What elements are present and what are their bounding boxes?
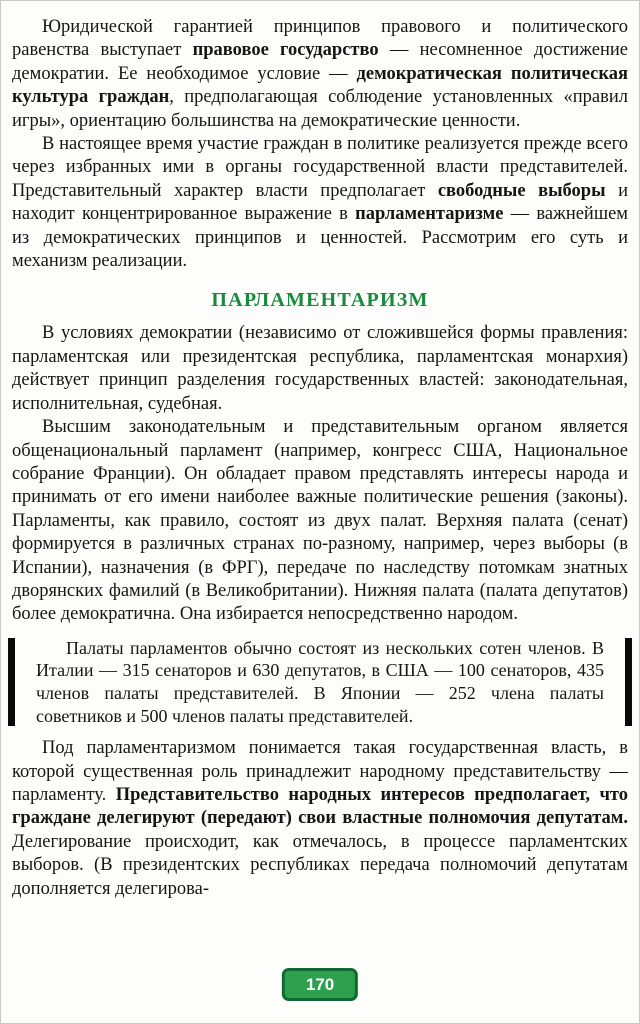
text-run: , предполагающая соблюдение установленных «правил игры», ориентацию большинства на демократические ценности. <box>12 87 628 131</box>
page-content <box>1 1 639 901</box>
text-run: Юридической гарантией принципов правового и политического равенства выступает <box>12 17 628 61</box>
bold-run: демократическая политическая культура граждан <box>12 63 628 108</box>
body-paragraph-3 <box>12 737 628 901</box>
page-number-badge: 170 <box>282 968 358 1001</box>
left-bar-decoration <box>8 638 15 726</box>
section-heading: ПАРЛАМЕНТАРИЗМ <box>211 289 429 312</box>
text-run: — несомненное достижение демократии. Ее необходимое условие — <box>12 40 628 84</box>
bold-run: правовое государство <box>192 40 379 61</box>
fact-box-text: Палаты парламентов обычно состоят из нескольких сотен членов. В Италии — 315 сенаторов и 630 депутатов, в США — 100 сенаторов, 435 членов палаты представителей. В Японии — 252 члена палаты советников и 500 членов палаты представителей. <box>36 637 604 726</box>
body-paragraph-2: Высшим законодательным и представительным органом является общенациональный парламент (например, конгресс США, Национальное собрание Франции). Он обладает правом представлять интересы народа и принимать от его имени наиболее важные политические решения (законы). Парламенты, как правило, состоят из двух палат. Верхняя палата (сенат) формируется в различных странах по-разному, например, через выборы (в Испании), назначения (в ФРГ), передаче по наследству потомкам знатных дворянских фамилий (в Великобритании). Нижняя палата (палата депутатов) более демократична. Она избирается непосредственно народом. <box>12 417 628 625</box>
text-run: и находит концентрированное выражение в <box>12 180 628 225</box>
text-run: Под парламентаризмом понимается такая государственная власть, в которой существенная роль принадлежит народному представительству — парламенту. <box>12 738 628 805</box>
text-run: В настоящее время участие граждан в политике реализуется прежде всего через избранных ими в органы государственной власти представителей. Представительный характер власти предполагает <box>12 134 628 201</box>
text-run: Делегирование происходит, как отмечалось, в процессе парламентских выборов. (В президентских республиках передача полномочий депутатам дополняется делегирова- <box>12 831 628 899</box>
text-run: — важнейшем из демократических принципов и ценностей. Рассмотрим его суть и механизм реализации. <box>12 204 628 272</box>
intro-paragraph-2 <box>12 133 628 273</box>
bold-run: свободные выборы <box>437 180 606 201</box>
intro-paragraph-1 <box>12 16 628 133</box>
bold-run: парламентаризме <box>355 204 504 225</box>
right-bar-decoration <box>625 638 632 726</box>
bold-run: Представительство народных интересов предполагает, что граждане делегируют (передают) свои властные полномочия депутатам. <box>12 784 628 829</box>
fact-box <box>12 636 628 728</box>
body-paragraph-1: В условиях демократии (независимо от сложившейся формы правления: парламентская или президентская республика, парламентская монархия) действует принцип разделения государственных властей: законодательная, исполнительная, судебная. <box>12 323 628 414</box>
